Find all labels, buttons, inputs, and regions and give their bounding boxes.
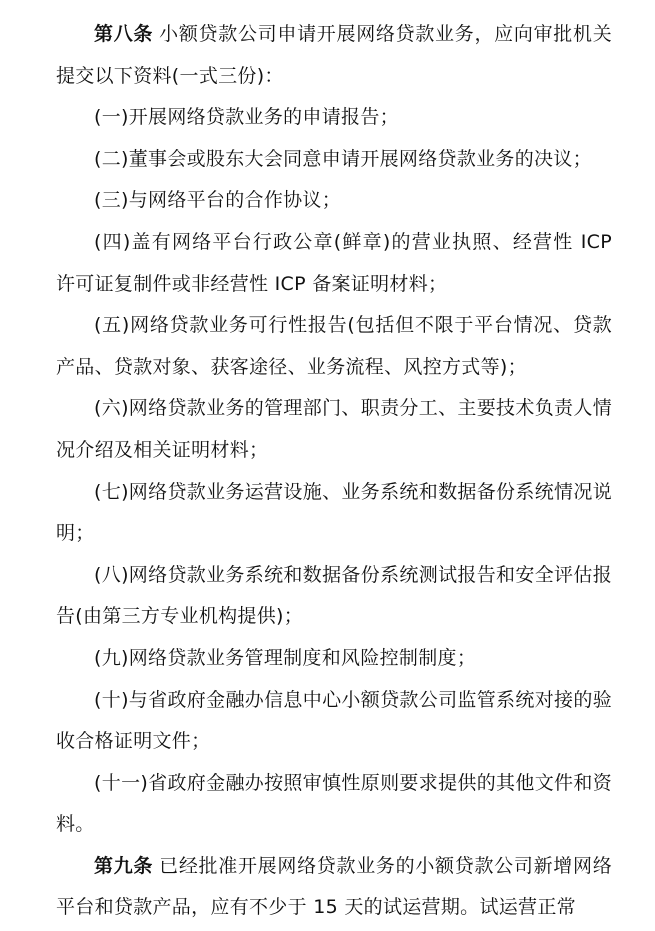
list-item: (十)与省政府金融办信息中心小额贷款公司监管系统对接的验收合格证明文件； — [56, 688, 612, 753]
list-item: (七)网络贷款业务运营设施、业务系统和数据备份系统情况说明； — [56, 480, 612, 545]
list-item: (八)网络贷款业务系统和数据备份系统测试报告和安全评估报告(由第三方专业机构提供)； — [56, 563, 612, 628]
article-8-number: 第八条 — [94, 23, 154, 45]
list-item: (二)董事会或股东大会同意申请开展网络贷款业务的决议； — [94, 147, 592, 170]
list-item: (一)开展网络贷款业务的申请报告； — [94, 106, 399, 129]
list-item: (十一)省政府金融办按照审慎性原则要求提供的其他文件和资料。 — [56, 771, 612, 836]
article-9-paragraph — [56, 846, 612, 929]
article-8-paragraph — [56, 14, 612, 97]
document-page — [56, 14, 612, 929]
list-item: (三)与网络平台的合作协议； — [94, 189, 342, 212]
article-9-number: 第九条 — [94, 854, 154, 877]
list-item: (五)网络贷款业务可行性报告(包括但不限于平台情况、贷款产品、贷款对象、获客途径、业务流程、风控方式等)； — [56, 314, 612, 378]
article-9-text: 已经批准开展网络贷款业务的小额贷款公司新增网络平台和贷款产品，应有不少于 15 天的试运营期。试运营正常 — [56, 854, 612, 919]
list-item: (六)网络贷款业务的管理部门、职责分工、主要技术负责人情况介绍及相关证明材料； — [56, 397, 612, 461]
list-item: (四)盖有网络平台行政公章(鲜章)的营业执照、经营性 ICP 许可证复制件或非经营性 ICP 备案证明材料； — [56, 230, 612, 295]
list-item: (九)网络贷款业务管理制度和风险控制制度； — [94, 646, 477, 669]
article-8-text: 小额贷款公司申请开展网络贷款业务，应向审批机关提交以下资料(一式三份)： — [56, 23, 612, 87]
